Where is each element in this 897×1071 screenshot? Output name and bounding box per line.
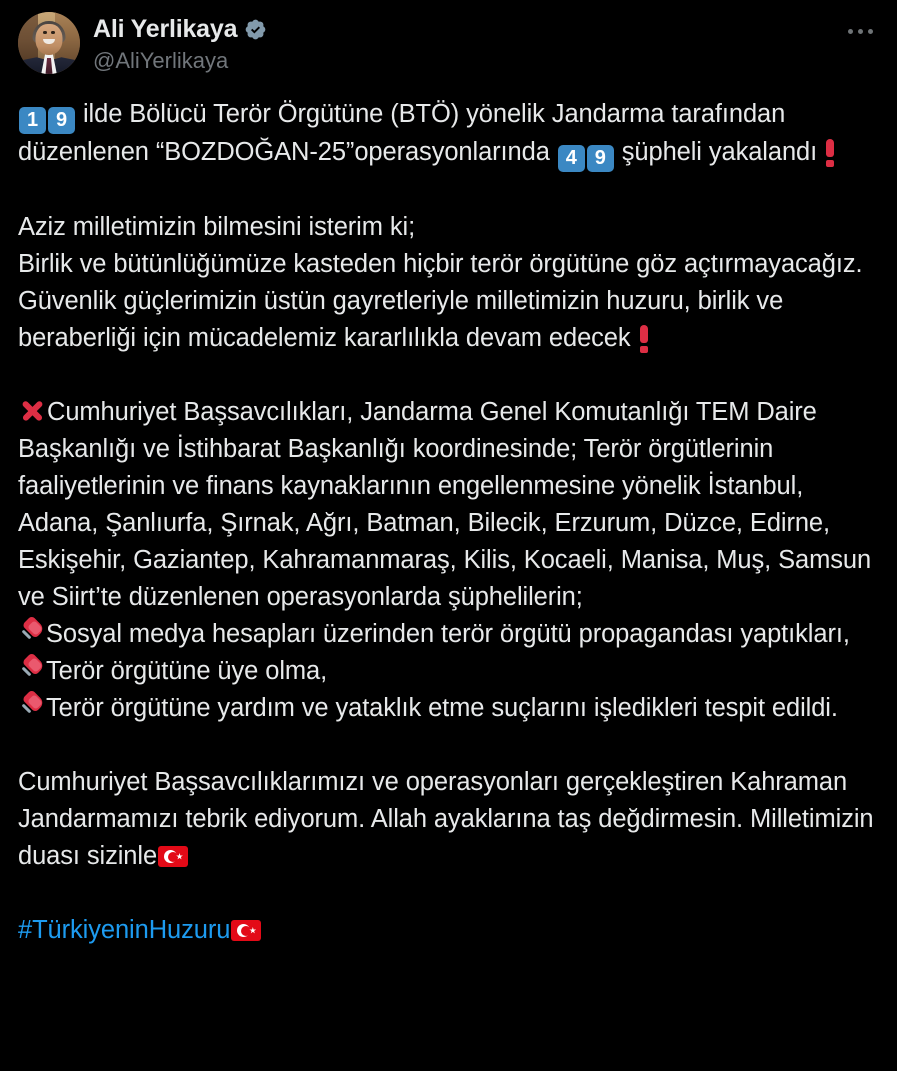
- tweet-text-segment: Terör örgütüne yardım ve yataklık etme suçlarını işledikleri tespit edildi.: [46, 694, 838, 722]
- tweet-text-segment: Birlik ve bütünlüğümüze kasteden hiçbir terör örgütüne göz açtırmayacağız. Güvenlik güçlerimizin üstün gayretleriyle milletimizin huzuru, birlik ve beraberliği için mücadelemiz kararlılıkla devam edecek: [18, 250, 863, 352]
- tweet-paragraph-1: [18, 96, 879, 172]
- tweet-bullet-1: [18, 616, 879, 653]
- pushpin-emoji: [18, 693, 46, 721]
- more-horizontal-icon-dot: [858, 29, 863, 34]
- paragraph-spacer: [18, 727, 879, 764]
- more-horizontal-icon-dot: [868, 29, 873, 34]
- tweet-text-segment: Sosyal medya hesapları üzerinden terör örgütü propagandası yaptıkları,: [46, 620, 850, 648]
- tweet-hashtag-line: [18, 912, 879, 949]
- tweet-paragraph-2-line1: Aziz milletimizin bilmesini isterim ki;: [18, 213, 416, 241]
- verified-badge-icon[interactable]: [244, 18, 267, 41]
- red-exclamation-mark-emoji: [817, 137, 843, 167]
- tweet-text-segment: şüpheli yakalandı: [614, 138, 818, 166]
- keycap-digit-9-emoji: 9: [48, 107, 75, 134]
- more-horizontal-icon-dot: [848, 29, 853, 34]
- tweet-bullet-3: [18, 690, 879, 727]
- paragraph-spacer: [18, 357, 879, 394]
- tweet-text-segment: Cumhuriyet Başsavcılıklarımızı ve operasyonları gerçekleştiren Kahraman Jandarmamızı tebrik ediyorum. Allah ayaklarına taş değdirmesin. Milletimizin duası sizinle: [18, 768, 874, 870]
- avatar-eye-left: [43, 31, 47, 34]
- keycap-digit-1-emoji: 1: [19, 107, 46, 134]
- author-name-row: [93, 16, 879, 44]
- avatar[interactable]: [18, 12, 80, 74]
- turkey-flag-emoji: [231, 920, 261, 941]
- pushpin-emoji: [18, 656, 46, 684]
- tweet-text-segment: Terör örgütüne üye olma,: [46, 657, 328, 685]
- pushpin-emoji: [18, 619, 46, 647]
- turkey-flag-emoji: [158, 846, 188, 867]
- keycap-digit-4-emoji: 4: [558, 145, 585, 172]
- red-exclamation-mark-emoji: [631, 323, 657, 353]
- tweet-paragraph-2-line2: [18, 246, 879, 357]
- paragraph-spacer: [18, 875, 879, 912]
- keycap-digit-9b-emoji: 9: [587, 145, 614, 172]
- tweet-body: [18, 96, 879, 949]
- tweet-text-segment: ilde Bölücü Terör Örgütüne (BTÖ) yönelik Jandarma tarafından düzenlenen “BOZDOĞAN-25”operasyonlarında: [18, 100, 786, 166]
- tweet-bullet-2: [18, 653, 879, 690]
- author-handle[interactable]: @AliYerlikaya: [93, 47, 229, 73]
- tweet-text-segment: Cumhuriyet Başsavcılıkları, Jandarma Genel Komutanlığı TEM Daire Başkanlığı ve İstihbarat Başkanlığı koordinesinde; Terör örgütlerinin faaliyetlerinin ve finans kaynaklarının engellenmesine yönelik İstanbul, Adana, Şanlıurfa, Şırnak, Ağrı, Batman, Bilecik, Erzurum, Düzce, Edirne, Eskişehir, Gaziantep, Kahramanmaraş, Kilis, Kocaeli, Manisa, Muş, Samsun ve Siirt’te düzenlenen operasyonlarda şüphelilerin;: [18, 398, 872, 611]
- tweet-paragraph-4: [18, 764, 879, 875]
- author-identity: [93, 12, 879, 74]
- more-options-button[interactable]: [843, 14, 877, 48]
- hashtag-link[interactable]: #TürkiyeninHuzuru: [18, 916, 231, 944]
- paragraph-spacer: [18, 172, 879, 209]
- tweet-paragraph-3: [18, 394, 879, 616]
- avatar-image[interactable]: [18, 12, 80, 74]
- tweet-header: [18, 10, 879, 84]
- cross-mark-emoji: [18, 396, 46, 424]
- author-display-name[interactable]: Ali Yerlikaya: [93, 15, 238, 43]
